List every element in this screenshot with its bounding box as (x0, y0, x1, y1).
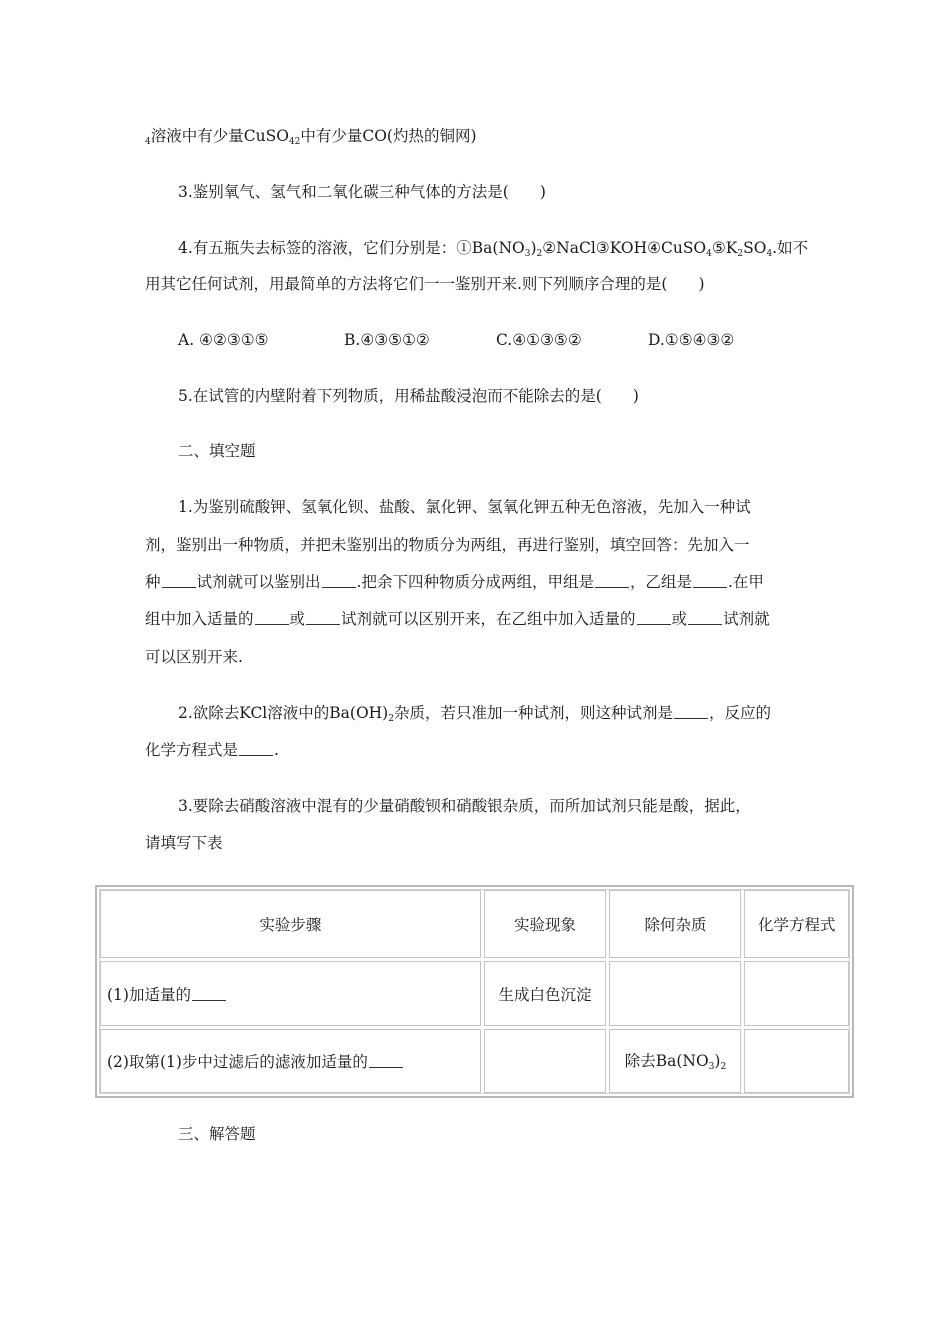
question-4-line-2: 用其它任何试剂，用最简单的方法将它们一一鉴别开来.则下列顺序合理的是( ) (145, 275, 705, 293)
row1-phenomenon: 生成白色沉淀 (484, 961, 607, 1025)
answer-blank[interactable] (674, 706, 708, 719)
fill-2-line-2: 化学方程式是 . (145, 741, 279, 759)
fill-1-line-2: 剂，鉴别出一种物质，并把未鉴别出的物质分为两组，再进行鉴别，填空回答：先加入一 (145, 536, 750, 554)
header-impurity: 除何杂质 (609, 890, 741, 958)
question-5: 5.在试管的内壁附着下列物质，用稀盐酸浸泡而不能除去的是( ) (178, 387, 639, 405)
fill-2-line-1: 2.欲除去KCl溶液中的$Ba(OH)_2$杂质，若只准加一种试剂，则这种试剂是 ，反应的 (178, 704, 771, 724)
answer-blank[interactable] (693, 575, 727, 588)
fill-1-line-5: 可以区别开来. (145, 648, 243, 666)
section-title-answer: 三、解答题 (178, 1125, 256, 1143)
header-equation: 化学方程式 (744, 890, 849, 958)
option-d: D.①⑤④③② (648, 331, 735, 349)
row1-equation[interactable] (744, 961, 849, 1025)
answer-blank[interactable] (192, 988, 226, 1001)
answer-blank[interactable] (369, 1055, 403, 1068)
subscript: 4 (145, 137, 151, 147)
answer-blank[interactable] (688, 612, 722, 625)
question-3: 3.鉴别氧气、氢气和二氧化碳三种气体的方法是( ) (178, 183, 546, 201)
row1-impurity[interactable] (609, 961, 741, 1025)
section-title-fill-in: 二、填空题 (178, 442, 256, 460)
option-c: C.④①③⑤② (496, 331, 582, 349)
header-phenomenon: 实验现象 (484, 890, 607, 958)
row1-step: (1)加适量的 (100, 961, 481, 1025)
fill-1-line-3: 种 试剂就可以鉴别出 .把余下四种物质分成两组，甲组是 ，乙组是 .在甲 (145, 573, 764, 591)
row2-equation[interactable] (744, 1029, 849, 1093)
fill-3-line-2: 请填写下表 (145, 834, 223, 852)
table-header-row (100, 890, 849, 958)
row2-phenomenon[interactable] (484, 1029, 607, 1093)
header-line: $_4$溶液中有少量CuSO$_{42}$中有少量CO(灼热的铜网) (145, 127, 477, 147)
header-step: 实验步骤 (100, 890, 481, 958)
subscript: 42 (288, 137, 301, 147)
table-row (100, 961, 849, 1025)
experiment-table (95, 885, 854, 1098)
fill-1-line-4: 组中加入适量的 或 试剂就可以区别开来，在乙组中加入适量的 或 试剂就 (145, 610, 770, 628)
fill-1-line-1: 1.为鉴别硫酸钾、氢氧化钡、盐酸、氯化钾、氢氧化钾五种无色溶液，先加入一种试 (178, 498, 751, 516)
answer-blank[interactable] (322, 575, 356, 588)
answer-blank[interactable] (595, 575, 629, 588)
option-a: A. ④②③①⑤ (178, 331, 269, 349)
row2-step: (2)取第(1)步中过滤后的滤液加适量的 (100, 1029, 481, 1093)
answer-blank[interactable] (162, 575, 196, 588)
table-row (100, 1029, 849, 1093)
question-4-line-1: 4.有五瓶失去标签的溶液，它们分别是：$①Ba(NO_3)_2②NaCl③KOH④CuSO_4⑤K_2SO_4$.如不 (178, 239, 809, 259)
answer-blank[interactable] (255, 612, 289, 625)
fill-3-line-1: 3.要除去硝酸溶液中混有的少量硝酸钡和硝酸银杂质，而所加试剂只能是酸，据此， (178, 797, 751, 815)
option-b: B.④③⑤①② (344, 331, 430, 349)
answer-blank[interactable] (637, 612, 671, 625)
row2-impurity: 除去$Ba(NO_3)_2$ (609, 1029, 741, 1093)
answer-blank[interactable] (239, 743, 273, 756)
answer-blank[interactable] (306, 612, 340, 625)
